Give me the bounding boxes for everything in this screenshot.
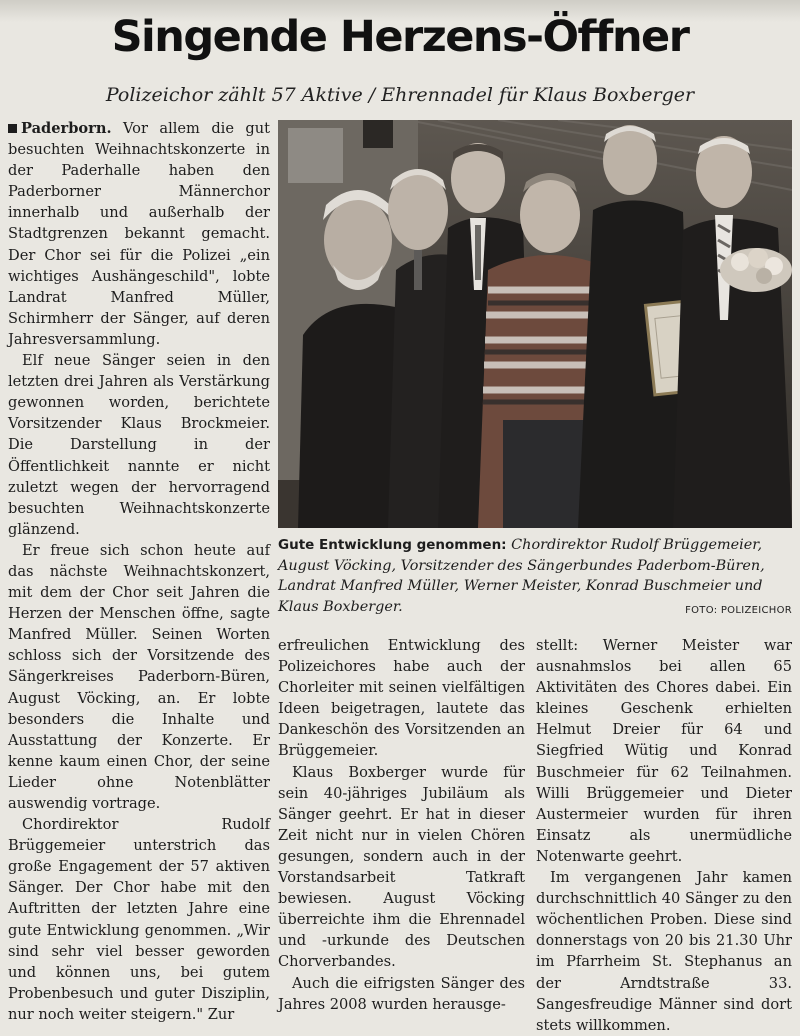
caption-text: Chordirektor Rudolf Brüggemeier, August Vöcking, Vorsitzender des Sängerbundes Paderbom-Büren, Landrat Manfred Müller, Werner Meister, Konrad Buschmeier und Klaus Boxberger. <box>278 537 765 615</box>
article-column-1 <box>8 118 270 1025</box>
paragraph-2: Elf neue Sänger seien in den letzten drei Jahren als Verstärkung gewonnen worden, berichtete Vorsitzender Klaus Brockmeier. Die Darstellung in der Öffentlichkeit nannte er nicht zuletzt wegen der hervorragend besuchten Weihnachtskonzerte glänzend. <box>8 352 270 538</box>
caption-head: Gute Entwicklung genommen: <box>278 537 507 553</box>
paragraph-7: Auch die eifrigsten Sänger des Jahres 2008 wurden herausge- <box>278 974 525 1013</box>
dateline: Paderborn. <box>21 120 112 137</box>
bullet-square-icon <box>8 124 17 133</box>
paragraph-text: Vor allem die gut besuchten Weihnachtskonzerte in der Paderhalle haben den Paderborner Männerchor innerhalb und außerhalb der Stadtgrenzen bekannt gemacht. Der Chor sei für die Polizei „ein wichtiges Aushängeschild", lobte Landrat Manfred Müller, Schirmherr der Sänger, auf deren Jahresversammlung. <box>8 120 271 348</box>
group-photo-image <box>278 120 792 528</box>
paragraph-6: Klaus Boxberger wurde für sein 40-jähriges Jubiläum als Sänger geehrt. Er hat in dieser Zeit nicht nur in vielen Chören gesungen, sondern auch in der Vorstandsarbeit Tatkraft bewiesen. August Vöcking überreichte ihm die Ehrennadel und -urkunde des Deutschen Chorverbandes. <box>278 763 525 971</box>
photo-credit: FOTO: POLIZEICHOR <box>685 605 792 616</box>
paragraph-1 <box>8 118 270 350</box>
headline: Singende Herzens-Öffner <box>111 12 689 62</box>
subheadline: Polizeichor zählt 57 Aktive / Ehrennadel für Klaus Boxberger <box>105 84 695 106</box>
paragraph-5: erfreulichen Entwicklung des Polizeichores habe auch der Chorleiter mit seinen vielfältigen Ideen beigetragen, lautete das Dankeschön des Vorsitzenden an Brüggemeier. <box>278 637 525 760</box>
paragraph-3: Er freue sich schon heute auf das nächste Weihnachtskonzert, mit dem der Chor seit Jahren die Herzen der Menschen öffne, sagte Manfred Müller. Seinen Worten schloss sich der Vorsitzende des Sängerkreises Paderborn-Büren, August Vöcking, an. Er lobte besonders die Inhalte und Ausstattung der Konzerte. Er kenne kaum einen Chor, der seine Lieder ohne Notenblätter auswendig vortrage. <box>8 541 270 812</box>
article-column-3 <box>536 635 792 1036</box>
paragraph-9: Im vergangenen Jahr kamen durchschnittlich 40 Sänger zu den wöchentlichen Proben. Diese sind donnerstags von 20 bis 21.30 Uhr im Pfarrheim St. Stephanus an der Arndtstraße 33. Sangesfreudige Männer sind dort stets willkommen. <box>536 869 792 1034</box>
paragraph-8: stellt: Werner Meister war ausnahmslos bei allen 65 Aktivitäten des Chores dabei. Ein kleines Geschenk erhielten Helmut Dreier für 64 und Siegfried Wütig und Konrad Buschmeier für 62 Teilnahmen. Willi Brüggemeier und Dieter Austermeier wurden für ihren Einsatz als unermüdliche Notenwarte geehrt. <box>536 637 792 865</box>
paragraph-4: Chordirektor Rudolf Brüggemeier unterstrich das große Engagement der 57 aktiven Sänger. Der Chor habe mit den Auftritten der letzten Jahre eine gute Entwicklung genommen. „Wir sind sehr viel besser geworden und können uns, bei gutem Probenbesuch und guter Disziplin, nur noch weiter steigern." Zur <box>8 816 270 1023</box>
article-column-2 <box>278 635 525 1015</box>
group-photo <box>278 120 792 528</box>
